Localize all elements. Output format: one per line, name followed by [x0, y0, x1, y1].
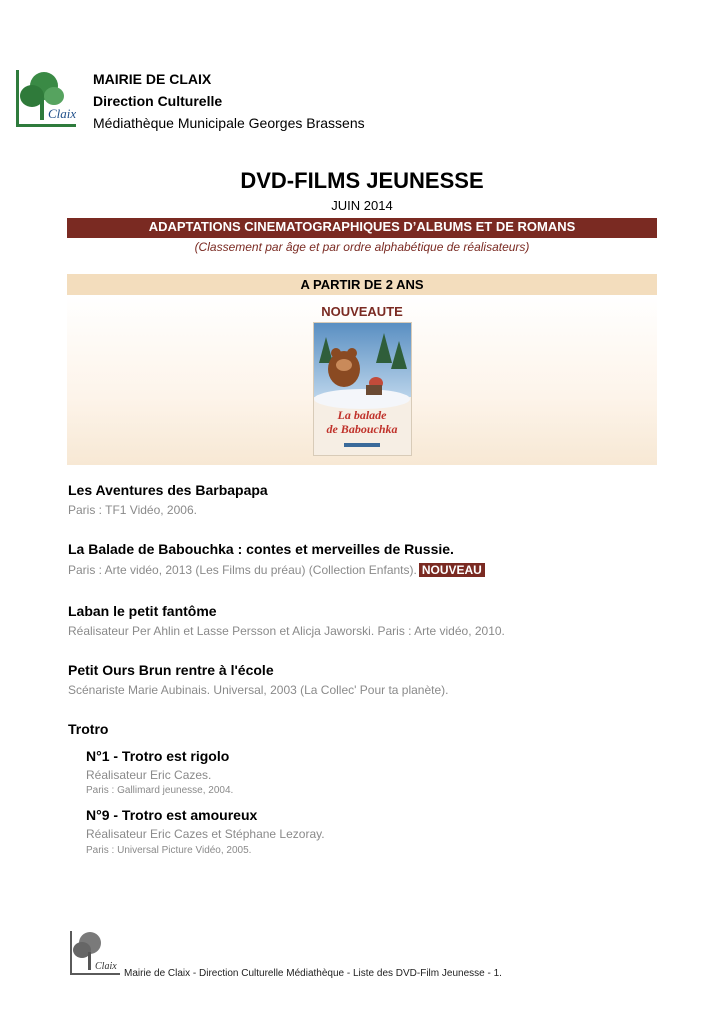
page-footer: Mairie de Claix - Direction Culturelle Médiathèque - Liste des DVD-Film Jeunesse - 1. — [124, 968, 502, 979]
entry-title: Les Aventures des Barbapapa — [68, 482, 268, 498]
header-library: Médiathèque Municipale Georges Brassens — [93, 115, 365, 131]
series-item-director: Réalisateur Eric Cazes et Stéphane Lezoray. — [86, 827, 325, 841]
section-heading: A PARTIR DE 2 ANS — [300, 277, 424, 292]
new-releases-label: NOUVEAUTE — [321, 304, 403, 319]
header-org: MAIRIE DE CLAIX — [93, 71, 212, 87]
banner-text: ADAPTATIONS CINEMATOGRAPHIQUES D’ALBUMS ET DE ROMANS — [148, 219, 576, 234]
series-item-publisher: Paris : Gallimard jeunesse, 2004. — [86, 785, 234, 796]
page-date: JUIN 2014 — [331, 198, 393, 213]
logo-wordmark: Claix — [48, 106, 77, 121]
series-title: Trotro — [68, 721, 109, 737]
footer-logo — [68, 928, 122, 978]
series-item-title: N°9 - Trotro est amoureux — [86, 807, 258, 823]
series-item-title: N°1 - Trotro est rigolo — [86, 748, 230, 764]
entry-title: Laban le petit fantôme — [68, 603, 217, 619]
series-item-publisher: Paris : Universal Picture Vidéo, 2005. — [86, 845, 252, 856]
entry-meta: Paris : TF1 Vidéo, 2006. — [68, 503, 197, 517]
entry-meta: Réalisateur Per Ahlin et Lasse Persson et Alicja Jaworski. Paris : Arte vidéo, 2010. — [68, 624, 505, 638]
cover-title-line1: La balade — [337, 408, 387, 422]
dvd-cover-image — [313, 322, 412, 456]
entry-meta-row — [68, 563, 485, 577]
cover-title-line2: de Babouchka — [326, 422, 398, 436]
sort-note: (Classement par âge et par ordre alphabétique de réalisateurs) — [194, 240, 530, 254]
claix-logo — [14, 66, 80, 130]
new-badge: NOUVEAU — [419, 563, 485, 577]
page-title: DVD-FILMS JEUNESSE — [240, 168, 484, 193]
entry-meta: Scénariste Marie Aubinais. Universal, 2003 (La Collec' Pour ta planète). — [68, 683, 449, 697]
header-department: Direction Culturelle — [93, 93, 223, 109]
footer-logo-wordmark: Claix — [95, 961, 117, 972]
entry-title: La Balade de Babouchka : contes et merveilles de Russie. — [68, 541, 454, 557]
series-item-director: Réalisateur Eric Cazes. — [86, 768, 212, 782]
entry-title: Petit Ours Brun rentre à l'école — [68, 662, 274, 678]
entry-meta: Paris : Arte vidéo, 2013 (Les Films du préau) (Collection Enfants). — [68, 563, 417, 577]
